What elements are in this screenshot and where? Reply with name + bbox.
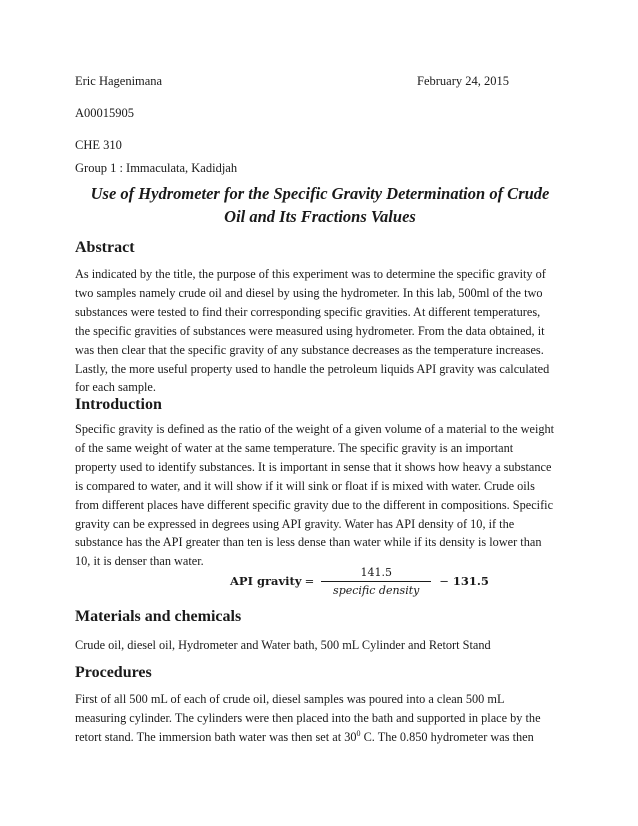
report-title-line-1: Use of Hydrometer for the Specific Gravity Determination of Crude <box>90 184 550 203</box>
formula-lhs: API gravity <box>230 574 302 588</box>
report-title-line-2: Oil and Its Fractions Values <box>224 207 416 226</box>
report-title <box>70 182 570 228</box>
procedures-heading: Procedures <box>75 664 152 681</box>
report-date: February 24, 2015 <box>417 74 509 88</box>
author-name: Eric Hagenimana <box>75 74 163 88</box>
abstract-line: As indicated by the title, the purpose of this experiment was to determine the specific gravity of <box>75 267 546 281</box>
materials-line: Crude oil, diesel oil, Hydrometer and Water bath, 500 mL Cylinder and Retort Stand <box>75 638 491 652</box>
introduction-line: 10, it is denser than water. <box>75 554 204 569</box>
introduction-heading: Introduction <box>75 396 162 413</box>
abstract-line: was then clear that the specific gravity of any substance decreases as the temperature increases. <box>75 342 544 357</box>
abstract-line: Lastly, the more useful property used to handle the petroleum liquids API gravity was calculated <box>75 361 550 376</box>
course-code: CHE 310 <box>75 138 122 152</box>
formula-numerator: 141.5 <box>360 565 392 579</box>
formula-fraction <box>321 566 431 597</box>
abstract-heading: Abstract <box>75 239 135 256</box>
procedures-paragraph <box>75 690 565 747</box>
introduction-line: Specific gravity is defined as the ratio of the weight of a given volume of a material to the weight <box>75 422 555 436</box>
formula-denominator: specific density <box>333 583 420 597</box>
introduction-line: gravity can be expressed in degrees using API gravity. Water has API density of 10, if the <box>75 516 515 531</box>
introduction-line: of the same weight of water at the same temperature. The specific gravity is an important <box>75 440 514 455</box>
abstract-line: substances were tested to find their corresponding specific gravities. At different temperatures, <box>75 304 541 319</box>
procedures-line <box>75 728 565 747</box>
abstract-paragraph <box>75 265 565 397</box>
formula-minus: − <box>439 574 449 588</box>
introduction-line: from different places have different specific gravity due to the different in compositions. Specific <box>75 497 554 512</box>
abstract-line: for each sample. <box>75 380 156 395</box>
introduction-line: is compared to water, and it will show if it will sink or float if is mixed with water. Crude oils <box>75 478 535 493</box>
api-gravity-formula <box>230 561 489 601</box>
abstract-line: two samples namely crude oil and diesel by using the hydrometer. In this lab, 500ml of the two <box>75 285 543 300</box>
formula-constant: 131.5 <box>452 574 489 588</box>
introduction-paragraph <box>75 420 565 571</box>
abstract-line: the specific gravities of substances were measured using hydrometer. From the data obtained, it <box>75 323 545 338</box>
student-id: A00015905 <box>75 106 135 120</box>
introduction-line: property used to identify substances. It is important in sense that it shows how heavy a substance <box>75 459 552 474</box>
materials-heading: Materials and chemicals <box>75 608 242 625</box>
procedures-line-part: C. The 0.850 hydrometer was then <box>360 729 534 744</box>
procedures-line: measuring cylinder. The cylinders were then placed into the bath and supported in place by the <box>75 710 541 725</box>
group-members: Group 1 : Immaculata, Kadidjah <box>75 161 238 175</box>
degree-superscript: 0 <box>356 728 361 738</box>
procedures-line-part: retort stand. The immersion bath water was then set at 30 <box>75 729 357 744</box>
procedures-line: First of all 500 mL of each of crude oil, diesel samples was poured into a clean 500 mL <box>75 692 505 706</box>
introduction-line: substance has the API greater than ten is less dense than water while if its density is lower than <box>75 535 542 550</box>
materials-paragraph <box>75 636 565 655</box>
formula-equals: = <box>304 574 315 588</box>
